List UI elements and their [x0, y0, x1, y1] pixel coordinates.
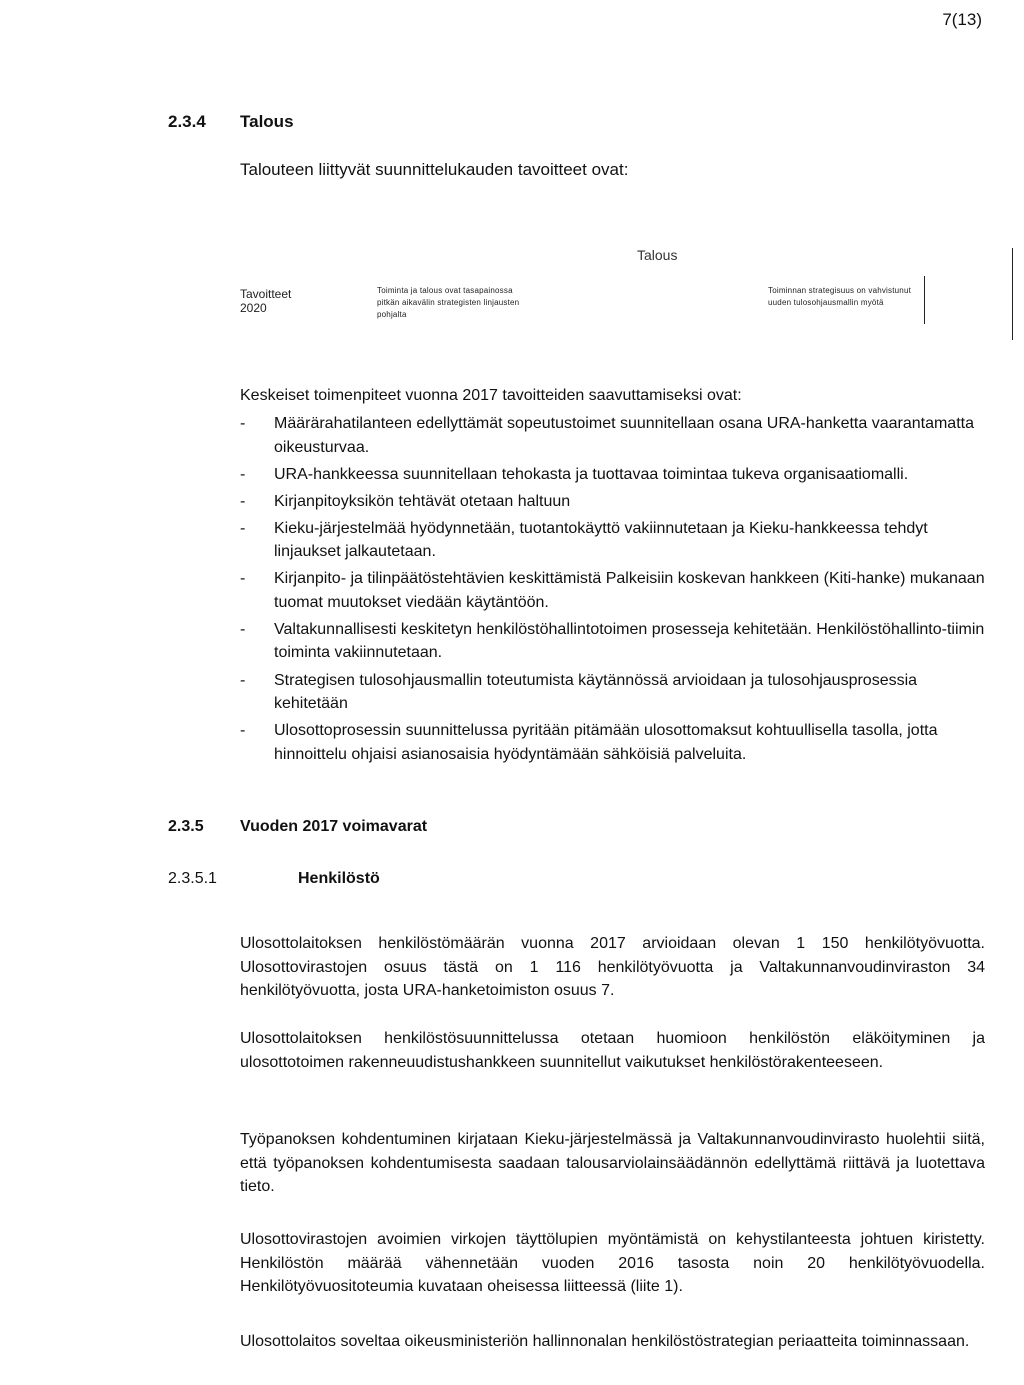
- divider-line: [924, 276, 925, 324]
- list-item-text: Määrärahatilanteen edellyttämät sopeutustoimet suunnitellaan osana URA-hanketta vaarantamatta oikeusturvaa.: [274, 415, 974, 456]
- list-item-text: Kirjanpito- ja tilinpäätöstehtävien keskittämistä Palkeisiin koskevan hankkeen (Kiti-hanke) mukanaan tuomat muutokset viedään käytäntöön.: [274, 570, 985, 611]
- section-title: Vuoden 2017 voimavarat: [240, 818, 428, 835]
- list-item: - Määrärahatilanteen edellyttämät sopeutustoimet suunnitellaan osana URA-hanketta vaarantamatta oikeusturvaa.: [240, 415, 974, 456]
- goal-text: Toiminnan strategisuus on vahvistunut uuden tulosohjausmallin myötä: [768, 286, 912, 307]
- goals-label: Tavoitteet 2020: [240, 287, 292, 315]
- list-item: - Kirjanpito- ja tilinpäätöstehtävien keskittämistä Palkeisiin koskevan hankkeen (Kiti-hanke) mukanaan tuomat muutokset viedään käytäntöön.: [240, 570, 985, 611]
- measures-list: [240, 412, 988, 770]
- list-item-text: Ulosottoprosessin suunnittelussa pyritään pitämään ulosottomaksut kohtuullisella tasolla, jotta hinnoittelu ohjaisi asianosaisia hyödyntämään sähköisiä palveluita.: [274, 722, 938, 763]
- subsection-title: Henkilöstö: [298, 870, 380, 887]
- paragraph: Ulosottovirastojen avoimien virkojen täyttölupien myöntämistä on kehystilanteesta johtuen kiristetty. Henkilöstön määrää vähennetään vuoden 2016 tasosta noin 20 henkilötyövuodella. Henkilötyövuositoteumia kuvataan oheisessa liitteessä (liite 1).: [240, 1231, 985, 1295]
- list-item: - Ulosottoprosessin suunnittelussa pyritään pitämään ulosottomaksut kohtuullisella tasolla, jotta hinnoittelu ohjaisi asianosaisia hyödyntämään sähköisiä palveluita.: [240, 722, 938, 763]
- section-number: 2.3.5: [168, 818, 204, 835]
- list-item: - Kieku-järjestelmää hyödynnetään, tuotantokäyttö vakiinnutetaan ja Kieku-hankkeessa tehdyt linjaukset jalkautetaan.: [240, 519, 928, 561]
- measures-lead: Keskeiset toimenpiteet vuonna 2017 tavoitteiden saavuttamiseksi ovat:: [240, 387, 742, 404]
- paragraph: Ulosottolaitoksen henkilöstömäärän vuonna 2017 arvioidaan olevan 1 150 henkilötyövuotta. Ulosottovirastojen osuus tästä on 1 116 henkilötyövuotta ja Valtakunnanvoudinviraston 34 henkilötyövuotta, josta URA-hanketoimiston osuus 7.: [240, 935, 985, 999]
- list-item-text: Valtakunnallisesti keskitetyn henkilöstöhallintotoimen prosesseja kehitetään. Henkilöstöhallinto-tiimin toiminta vakiinnutetaan.: [274, 620, 985, 662]
- paragraph: Ulosottolaitos soveltaa oikeusministeriön hallinnonalan henkilöstöstrategian periaatteita toiminnassaan.: [240, 1333, 970, 1350]
- list-item: - URA-hankkeessa suunnitellaan tehokasta ja tuottavaa toimintaa tukeva organisaatiomalli.: [240, 465, 909, 483]
- page-number: 7(13): [942, 10, 982, 29]
- paragraph: Ulosottolaitoksen henkilöstösuunnittelussa otetaan huomioon henkilöstön eläköityminen ja ulosottotoimen rakenneuudistushankkeen suunnitellut vaikutukset henkilöstörakenteeseen.: [240, 1030, 985, 1071]
- list-item-text: Kirjanpitoyksikön tehtävät otetaan haltuun: [274, 492, 571, 510]
- figure-title: Talous: [637, 247, 678, 263]
- list-item: - Kirjanpitoyksikön tehtävät otetaan haltuun: [240, 492, 571, 510]
- goal-text: Toiminta ja talous ovat tasapainossa pitkän aikavälin strategisten linjausten pohjalta: [377, 286, 520, 319]
- subsection-number: 2.3.5.1: [168, 870, 217, 887]
- section-title: Talous: [240, 112, 294, 131]
- list-item: - Strategisen tulosohjausmallin toteutumista käytännössä arvioidaan ja tulosohjausprosessia kehitetään: [240, 671, 918, 713]
- intro-text: Talouteen liittyvät suunnittelukauden tavoitteet ovat:: [240, 160, 629, 179]
- list-item-text: Kieku-järjestelmää hyödynnetään, tuotantokäyttö vakiinnutetaan ja Kieku-hankkeessa tehdyt linjaukset jalkautetaan.: [274, 519, 928, 561]
- list-item: - Valtakunnallisesti keskitetyn henkilöstöhallintotoimen prosesseja kehitetään. Henkilöstöhallinto-tiimin toiminta vakiinnutetaan.: [240, 620, 985, 662]
- divider-line: [1012, 248, 1013, 340]
- list-item-text: Strategisen tulosohjausmallin toteutumista käytännössä arvioidaan ja tulosohjausprosessia kehitetään: [274, 671, 918, 713]
- list-item-text: URA-hankkeessa suunnitellaan tehokasta ja tuottavaa toimintaa tukeva organisaatiomalli.: [274, 465, 909, 483]
- section-number: 2.3.4: [168, 112, 206, 131]
- paragraph: Työpanoksen kohdentuminen kirjataan Kieku-järjestelmässä ja Valtakunnanvoudinvirasto huolehtii siitä, että työpanoksen kohdentumisesta saadaan talousarviolainsäädännön edellyttämä riittävä ja luotettava tieto.: [240, 1131, 985, 1195]
